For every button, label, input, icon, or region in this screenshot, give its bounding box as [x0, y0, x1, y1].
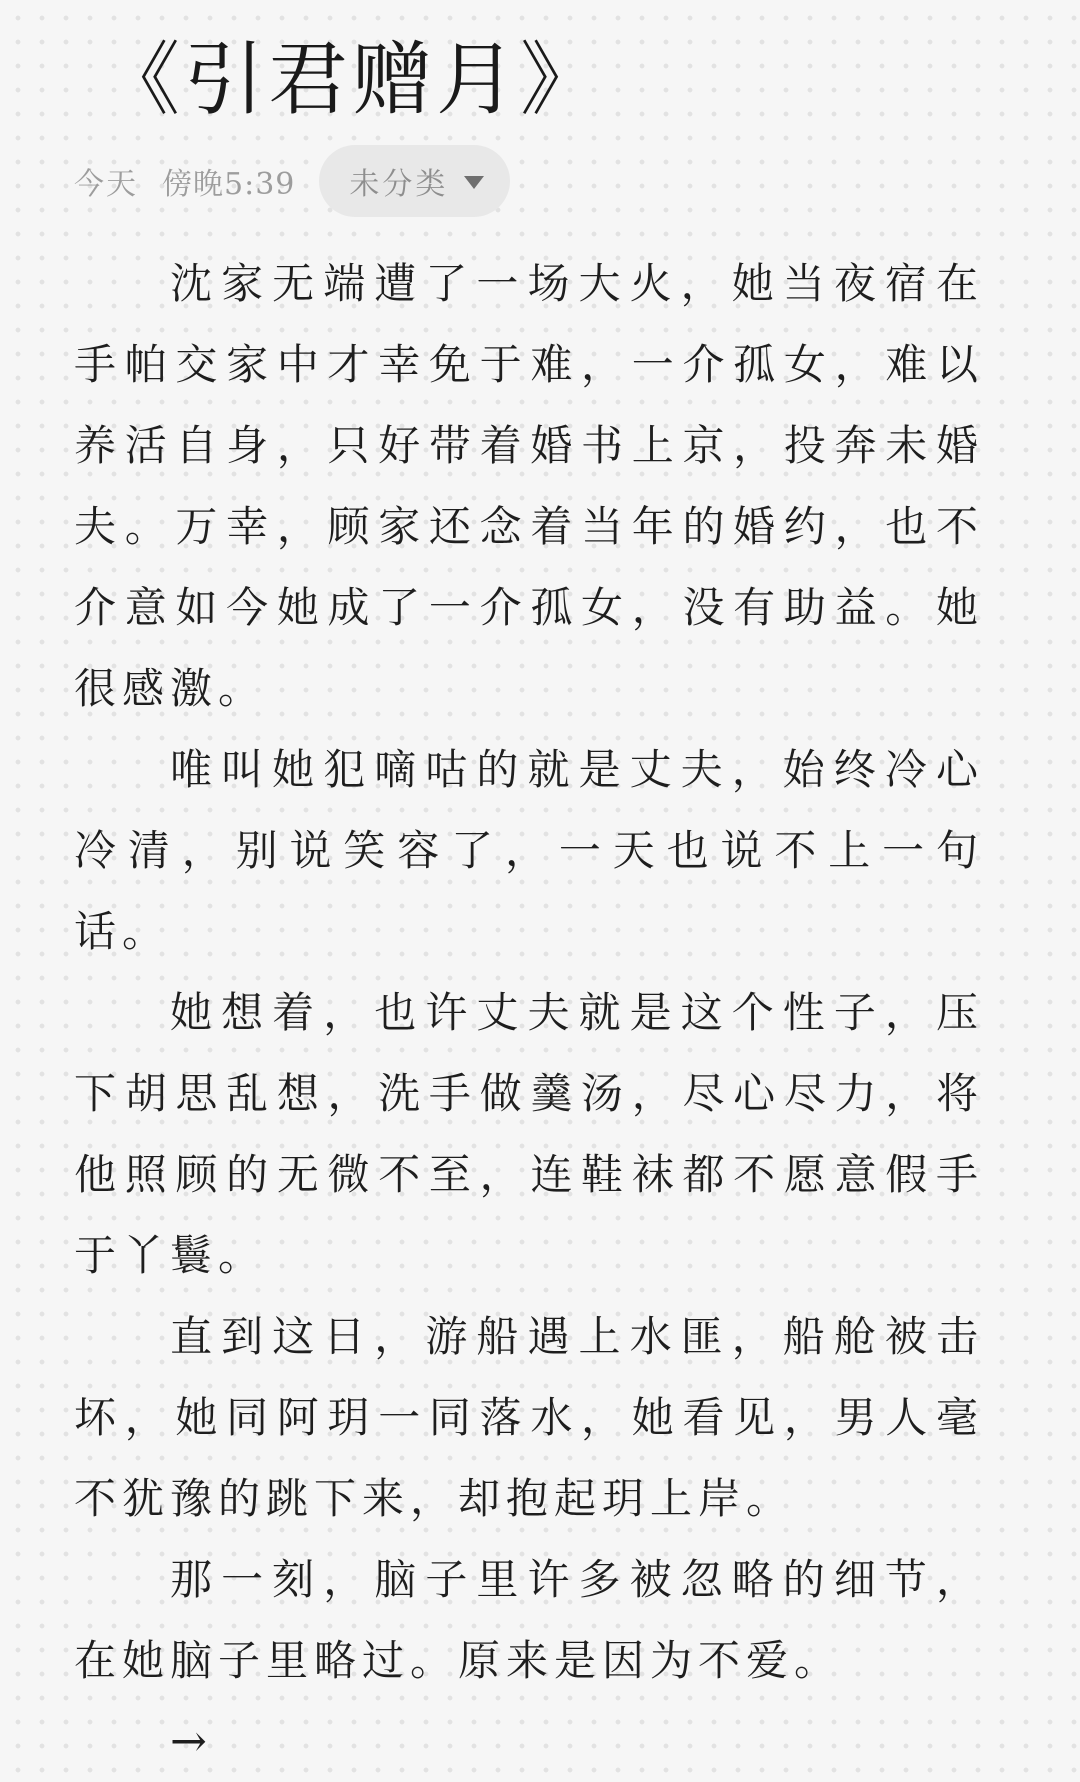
body-paragraph: 那一刻，脑子里许多被忽略的细节，在她脑子里略过。原来是因为不爱。 — [74, 1555, 984, 1685]
note-date: 今天 — [74, 167, 138, 202]
note-time: 傍晚5:39 — [162, 167, 296, 202]
body-paragraph: 唯叫她犯嘀咕的就是丈夫，始终冷心冷清，别说笑容了，一天也说不上一句话。 — [74, 745, 984, 956]
chevron-down-icon — [464, 176, 484, 189]
body-paragraph: 沈家无端遭了一场大火，她当夜宿在手帕交家中才幸免于难，一介孤女，难以养活自身，只好带着婚书上京，投奔未婚夫。万幸，顾家还念着当年的婚约，也不介意如今她成了一介孤女，没有助益。她很感激。 — [74, 259, 984, 713]
category-label: 未分类 — [349, 167, 449, 202]
note-meta — [74, 143, 510, 219]
note-body[interactable] — [74, 243, 984, 1782]
note-title[interactable]: 《引君赠月》 — [100, 33, 604, 126]
category-dropdown[interactable] — [319, 145, 510, 217]
body-paragraph: 她想着，也许丈夫就是这个性子，压下胡思乱想，洗手做羹汤，尽心尽力，将他照顾的无微不至，连鞋袜都不愿意假手于丫鬟。 — [74, 988, 984, 1280]
body-paragraph: 直到这日，游船遇上水匪，船舱被击坏，她同阿玥一同落水，她看见，男人毫不犹豫的跳下来，却抱起玥上岸。 — [74, 1312, 984, 1523]
arrow-right-icon: → — [170, 1716, 207, 1767]
